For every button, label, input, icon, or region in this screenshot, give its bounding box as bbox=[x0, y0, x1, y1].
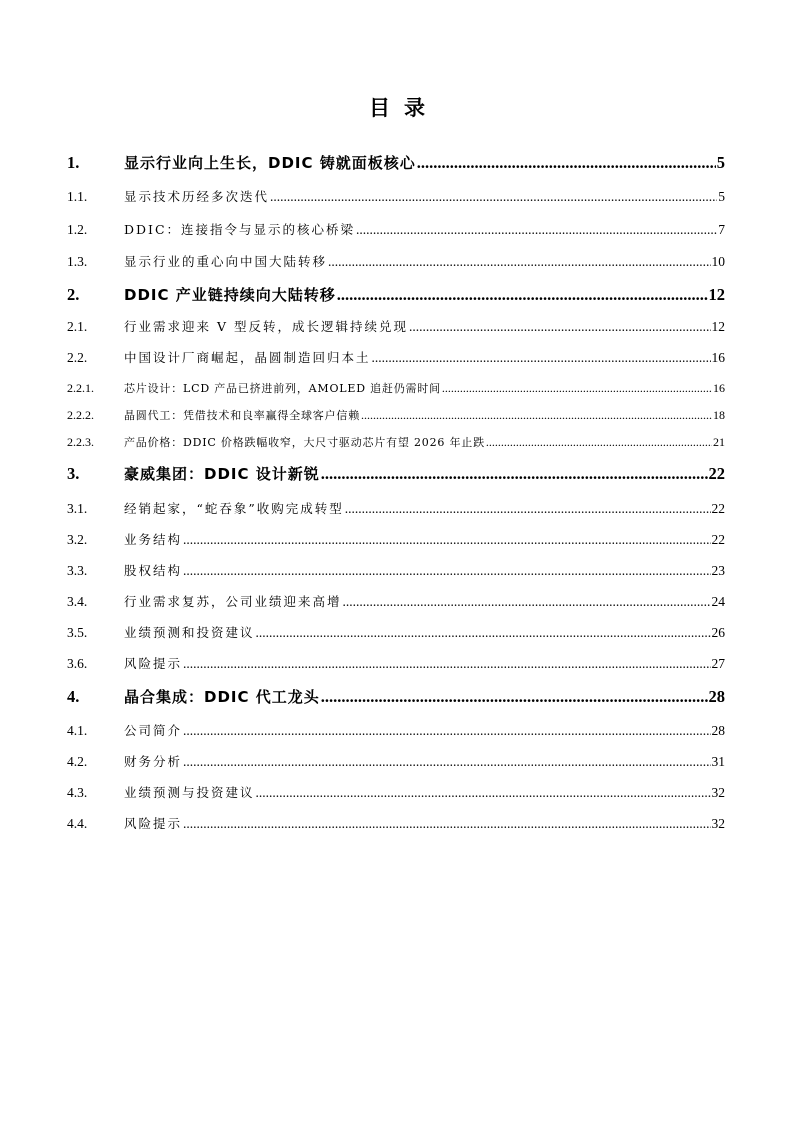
toc-section-entry[interactable] bbox=[67, 592, 725, 610]
toc-entry-title[interactable]: 晶合集成：DDIC 代工龙头 bbox=[124, 688, 320, 706]
toc-entry-number: 2.2.2. bbox=[67, 408, 94, 422]
toc-entry-number: 2.1. bbox=[67, 319, 88, 334]
toc-page-number[interactable]: 18 bbox=[713, 408, 725, 422]
toc-entry-title[interactable]: 业务结构 bbox=[124, 532, 183, 547]
toc-entry-number: 4. bbox=[67, 687, 80, 706]
toc-dot-leader bbox=[183, 656, 710, 672]
toc-page-number[interactable]: 23 bbox=[711, 563, 725, 578]
toc-entry-title[interactable]: 财务分析 bbox=[124, 754, 183, 769]
toc-page-number[interactable]: 28 bbox=[708, 687, 725, 706]
toc-dot-leader bbox=[417, 153, 716, 173]
toc-entry-number: 4.1. bbox=[67, 723, 88, 738]
toc-entry-title[interactable]: 业绩预测与投资建议 bbox=[124, 785, 255, 800]
toc-entry-title[interactable]: DDIC 产业链持续向大陆转移 bbox=[124, 286, 336, 304]
toc-dot-leader bbox=[183, 563, 710, 579]
toc-chapter-entry[interactable] bbox=[67, 463, 725, 484]
toc-entry-number: 2.2. bbox=[67, 350, 88, 365]
toc-entry-title[interactable]: 豪威集团：DDIC 设计新锐 bbox=[124, 465, 320, 483]
toc-entry-title[interactable]: 经销起家，“蛇吞象”收购完成转型 bbox=[124, 501, 344, 516]
toc-page-number[interactable]: 26 bbox=[711, 625, 725, 640]
toc-title: 目录 bbox=[369, 96, 439, 120]
toc-chapter-entry[interactable] bbox=[67, 152, 725, 173]
toc-page-number[interactable]: 21 bbox=[713, 435, 725, 449]
toc-dot-leader bbox=[256, 625, 711, 641]
toc-section-entry[interactable] bbox=[67, 530, 725, 548]
toc-section-entry[interactable] bbox=[67, 623, 725, 641]
toc-entry-title[interactable]: 芯片设计：LCD 产品已挤进前列，AMOLED 追赶仍需时间 bbox=[124, 382, 441, 395]
toc-dot-leader bbox=[321, 464, 708, 484]
toc-page-number[interactable]: 12 bbox=[711, 319, 725, 334]
toc-entry-number: 4.3. bbox=[67, 785, 88, 800]
toc-chapter-entry[interactable] bbox=[67, 686, 725, 707]
toc-dot-leader bbox=[442, 381, 712, 396]
toc-entry-title[interactable]: 业绩预测和投资建议 bbox=[124, 625, 255, 640]
toc-entry-number: 2.2.1. bbox=[67, 381, 94, 395]
toc-entry-title[interactable]: 显示行业向上生长，DDIC 铸就面板核心 bbox=[124, 154, 416, 172]
toc-dot-leader bbox=[372, 350, 711, 366]
toc-page-number[interactable]: 22 bbox=[708, 464, 725, 483]
toc-section-entry[interactable] bbox=[67, 187, 725, 205]
toc-dot-leader bbox=[361, 408, 712, 423]
toc-page-number[interactable]: 32 bbox=[711, 785, 725, 800]
toc-dot-leader bbox=[321, 687, 708, 707]
toc-entry-number: 3.5. bbox=[67, 625, 88, 640]
toc-dot-leader bbox=[345, 501, 711, 517]
toc-dot-leader bbox=[356, 222, 717, 238]
toc-entry-title[interactable]: 显示行业的重心向中国大陆转移 bbox=[124, 254, 328, 269]
toc-dot-leader bbox=[183, 532, 710, 548]
toc-entry-title[interactable]: 股权结构 bbox=[124, 563, 183, 578]
toc-page-number[interactable]: 10 bbox=[711, 254, 725, 269]
toc-page-number[interactable]: 27 bbox=[711, 656, 725, 671]
toc-section-entry[interactable] bbox=[67, 752, 725, 770]
toc-entry-number: 2. bbox=[67, 285, 80, 304]
toc-entry-title[interactable]: 中国设计厂商崛起，晶圆制造回归本土 bbox=[124, 350, 371, 365]
toc-entry-title[interactable]: 显示技术历经多次迭代 bbox=[124, 189, 270, 204]
toc-subsection-entry[interactable] bbox=[67, 380, 725, 396]
toc-dot-leader bbox=[337, 285, 708, 305]
toc-entry-number: 3.3. bbox=[67, 563, 88, 578]
toc-entry-title[interactable]: 公司简介 bbox=[124, 723, 183, 738]
toc-entry-number: 2.2.3. bbox=[67, 435, 94, 449]
toc-entry-title[interactable]: 风险提示 bbox=[124, 656, 183, 671]
toc-entry-title[interactable]: 行业需求复苏，公司业绩迎来高增 bbox=[124, 594, 342, 609]
toc-page-number[interactable]: 28 bbox=[711, 723, 725, 738]
toc-dot-leader bbox=[183, 816, 710, 832]
toc-page-number[interactable]: 16 bbox=[713, 381, 725, 395]
toc-section-entry[interactable] bbox=[67, 814, 725, 832]
toc-entry-title[interactable]: 产品价格：DDIC 价格跌幅收窄，大尺寸驱动芯片有望 2026 年止跌 bbox=[124, 436, 485, 449]
toc-page-number[interactable]: 5 bbox=[716, 153, 725, 172]
toc-dot-leader bbox=[270, 189, 717, 205]
toc-section-entry[interactable] bbox=[67, 348, 725, 366]
toc-section-entry[interactable] bbox=[67, 220, 725, 238]
toc-chapter-entry[interactable] bbox=[67, 284, 725, 305]
toc-section-entry[interactable] bbox=[67, 783, 725, 801]
toc-page-number[interactable]: 12 bbox=[708, 285, 725, 304]
toc-page-number[interactable]: 16 bbox=[711, 350, 725, 365]
toc-entry-number: 1.1. bbox=[67, 189, 88, 204]
toc-section-entry[interactable] bbox=[67, 721, 725, 739]
toc-section-entry[interactable] bbox=[67, 654, 725, 672]
toc-entry-number: 3.6. bbox=[67, 656, 88, 671]
toc-page-number[interactable]: 32 bbox=[711, 816, 725, 831]
toc-dot-leader bbox=[328, 254, 710, 270]
toc-dot-leader bbox=[256, 785, 711, 801]
toc-entry-title[interactable]: DDIC：连接指令与显示的核心桥梁 bbox=[124, 222, 356, 237]
toc-page-number[interactable]: 31 bbox=[711, 754, 725, 769]
toc-page-number[interactable]: 22 bbox=[711, 501, 725, 516]
toc-dot-leader bbox=[343, 594, 711, 610]
toc-entry-number: 3.2. bbox=[67, 532, 88, 547]
toc-subsection-entry[interactable] bbox=[67, 407, 725, 423]
toc-page-number[interactable]: 22 bbox=[711, 532, 725, 547]
toc-entry-number: 4.2. bbox=[67, 754, 88, 769]
toc-entry-number: 1.2. bbox=[67, 222, 88, 237]
toc-dot-leader bbox=[183, 754, 710, 770]
toc-subsection-entry[interactable] bbox=[67, 434, 725, 450]
toc-section-entry[interactable] bbox=[67, 499, 725, 517]
toc-entry-number: 3.1. bbox=[67, 501, 88, 516]
toc-dot-leader bbox=[486, 435, 712, 450]
toc-entry-title[interactable]: 行业需求迎来 V 型反转，成长逻辑持续兑现 bbox=[124, 319, 408, 334]
toc-entry-title[interactable]: 晶圆代工：凭借技术和良率赢得全球客户信赖 bbox=[124, 409, 360, 422]
toc-entry-title[interactable]: 风险提示 bbox=[124, 816, 183, 831]
toc-page-number[interactable]: 24 bbox=[711, 594, 725, 609]
toc-section-entry[interactable] bbox=[67, 252, 725, 270]
toc-dot-leader bbox=[409, 319, 711, 335]
toc-page-number[interactable]: 5 bbox=[718, 189, 725, 204]
toc-section-entry[interactable] bbox=[67, 317, 725, 335]
toc-entry-number: 1. bbox=[67, 153, 80, 172]
toc-entry-number: 3. bbox=[67, 464, 80, 483]
toc-entry-number: 4.4. bbox=[67, 816, 88, 831]
toc-page-number[interactable]: 7 bbox=[718, 222, 725, 237]
toc-dot-leader bbox=[183, 723, 710, 739]
toc-section-entry[interactable] bbox=[67, 561, 725, 579]
toc-entry-number: 1.3. bbox=[67, 254, 88, 269]
toc-entry-number: 3.4. bbox=[67, 594, 88, 609]
